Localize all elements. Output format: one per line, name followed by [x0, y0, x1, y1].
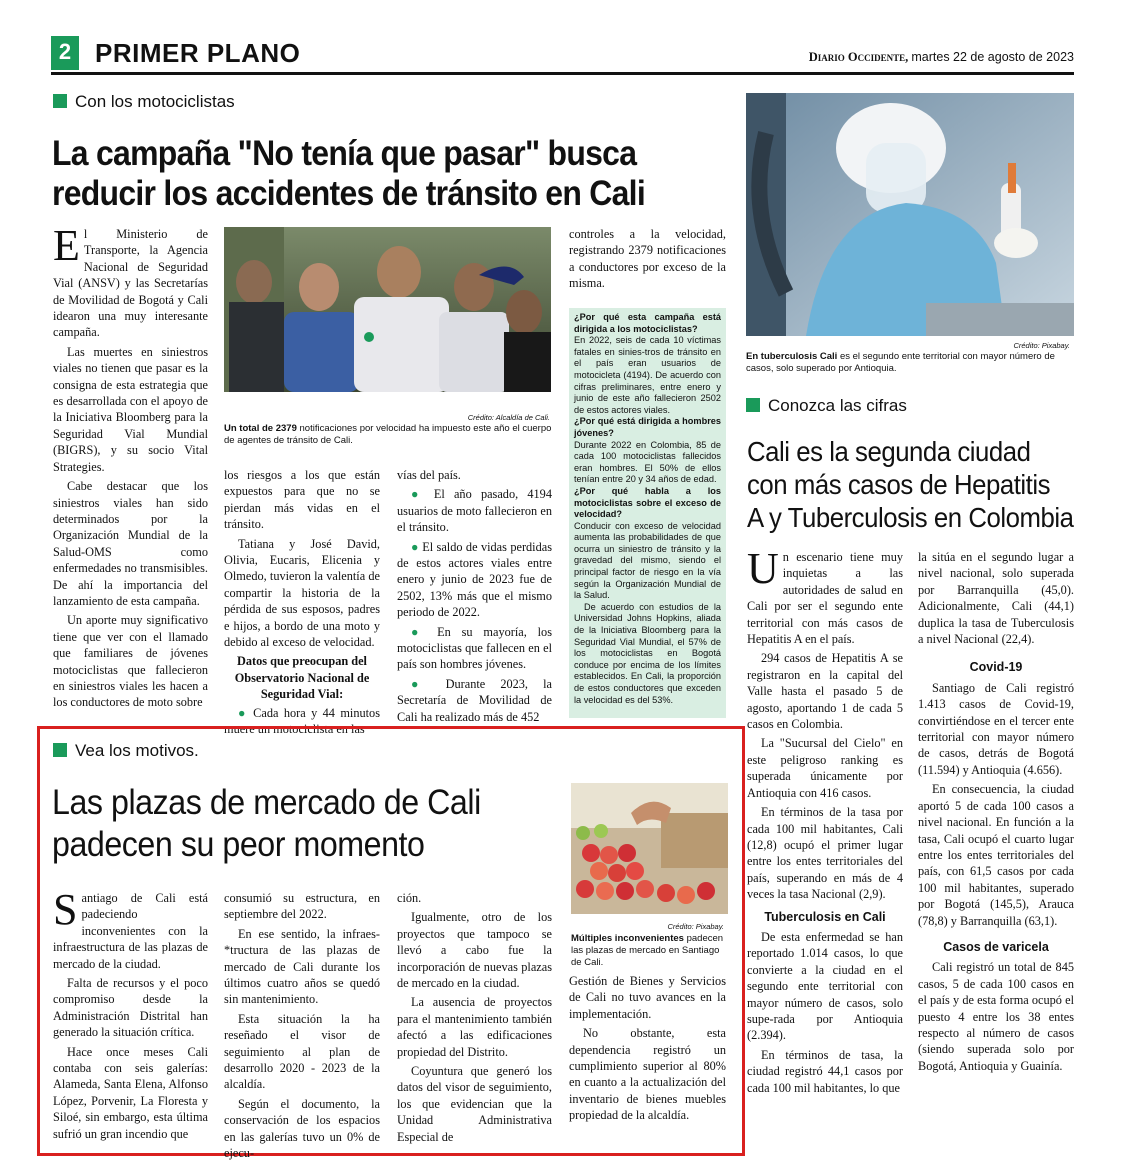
market-photo-caption: Múltiples inconvenientes padecen las plazas de mercado en Santiago de Cali.: [571, 933, 724, 968]
market-column-3: ción. Igualmente, otro de los proyectos que tampoco se llevó a cabo fue la incorporación de nuevas plazas de mercado en la ciudad. La ausencia de proyectos para el mantenimiento también afectó a las edificaciones propiedad del Distrito. Coyuntura que generó los datos del visor de seguimiento, los que evidencian que la Unidad Administrativa Especial de: [397, 891, 552, 1144]
tb-column-2: la sitúa en el segundo lugar a nivel nacional, solo superada por Barranquilla (45,0). Adicionalmente, Cali (44,1) duplica la tasa de Tuberculosis a nivel Nacional (22,4). Covid-19 Santiago de Cali registró 1.413 casos de Covid-19, convirtiéndose en el tercer ente territorial con mayor número de casos, detrás de Bogotá (11.594) y Antioquia (4.656). En consecuencia, la ciudad aportó 5 de cada 100 casos a nivel nacional. En función a la tasa, Cali ocupó el cuarto lugar entre los entes territoriales del país, con 61,5 casos por cada 100 mil habitantes, superado por Bogotá (145,5), Arauca (78,8) y Barranquilla (63,1). Casos de varicela Cali registró un total de 845 casos, 5 de cada 100 casos en el país y de esta forma ocupó el puesto 4 entre los 38 entes respecto al número de casos (siendo superada solo por Bogotá, Antioquia y Guainía.: [918, 550, 1074, 1073]
article1-photo-caption: Un total de 2379 notificaciones por velocidad ha impuesto este año el cuerpo de agentes de tránsito de Cali.: [224, 423, 552, 446]
tb-photo-caption: En tuberculosis Cali es el segundo ente territorial con mayor número de casos, solo superado por Antioquia.: [746, 351, 1055, 374]
drop-cap: U: [747, 544, 779, 593]
article1-headline: La campaña "No tenía que pasar" busca reducir los accidentes de tránsito en Cali: [52, 133, 646, 213]
page-number: 2: [51, 36, 79, 70]
article1-photo-credit: Crédito: Alcaldía de Cali.: [467, 413, 550, 422]
article1-column-2: los riesgos a los que están expuestos para que no se pierdan más vidas en el tránsito. Tatiana y José David, Olivia, Eucaris, Elicenia y Olmedo, tuvieron la valentía de compartir la historia de la pérdida de sus esposos, padres e hijos, a bordo de una moto y debido al exceso de velocidad. Datos que preocupan del Observatorio Nacional de Seguridad Vial: ● Cada hora y 44 minutos muere un motociclista en las: [224, 468, 380, 737]
kicker-square-icon: [746, 398, 760, 412]
faq-answer: De acuerdo con estudios de la Universidad Johns Hopkins, aliada de la Iniciativa Bloomberg para la Seguridad Vial Mundial, el 57% de los motociclistas en Bogotá conduce por encima de los límites establecidos. En Cali, la proporción de estos conductores que exceden la velocidad es del 53%.: [574, 601, 721, 705]
market-headline: Las plazas de mercado de Cali padecen su peor momento: [52, 783, 481, 864]
police-photo: [224, 227, 551, 392]
observatorio-subhead: Datos que preocupan del Observatorio Nacional de Seguridad Vial:: [234, 654, 370, 702]
page-header: [51, 36, 1074, 76]
faq-answer: Durante 2022 en Colombia, 85 de cada 100 motociclistas fallecidos eran hombres. El 50% de ellos tenían entre 20 y 34 años de edad.: [574, 439, 721, 485]
drop-cap: E: [53, 221, 80, 270]
article1-kicker: Con los motociclistas: [53, 92, 235, 112]
issue-date: martes 22 de agosto de 2023: [911, 50, 1074, 64]
market-kicker: Vea los motivos.: [53, 741, 199, 761]
masthead-date-line: [809, 50, 1074, 65]
tb-photo-credit: Crédito: Pixabay.: [1013, 341, 1070, 350]
market-column-4: Gestión de Bienes y Servicios de Cali no tuvo avances en la implementación. No obstante, esta dependencia registró un cumplimiento superior al 80% en cuanto a la actualización del inventario de bienes muebles propiedad de la alcaldía.: [569, 974, 726, 1123]
faq-question: ¿Por qué habla a los motociclistas sobre el exceso de velocidad?: [574, 485, 721, 520]
tuberculosis-subhead: Tuberculosis en Cali: [764, 909, 886, 924]
lab-photo: [746, 93, 1074, 336]
faq-sidebar: [569, 308, 726, 718]
varicela-subhead: Casos de varicela: [943, 939, 1049, 954]
market-photo: [571, 783, 728, 914]
tb-headline: Cali es la segunda ciudad con más casos de Hepatitis A y Tuberculosis en Colombia: [747, 436, 1074, 533]
paper-name: Diario Occidente,: [808, 50, 909, 64]
covid-subhead: Covid-19: [969, 660, 1023, 675]
faq-question: ¿Por qué esta campaña está dirigida a los motociclistas?: [574, 312, 721, 334]
article1-column-3: vías del país. ● El año pasado, 4194 usuarios de moto fallecieron en el tránsito. ● El saldo de vidas perdidas de estos actores viales entre enero y junio de 2023 fue de 2502, 13% más que el mismo periodo de 2022. ● En su mayoría, los motociclistas que fallecen en el país son hombres jóvenes. ● Durante 2023, la Secretaría de Movilidad de Cali ha realizado más de 452: [397, 468, 552, 724]
market-column-1: Santiago de Cali está padeciendo inconvenientes con la infraestructura de las plazas de mercado de la ciudad. Falta de recursos y el poco compromiso desde la Administración Distrital han generado la situación crítica. Hace once meses Cali contaba con seis galerías: Alameda, Santa Elena, Alfonso López, Porvenir, La Floresta y Siloé, sin embargo, esta última sufrió un gran incendio que: [53, 885, 208, 1141]
article1-column-1: El Ministerio de Transporte, la Agencia Nacional de Seguridad Vial (ANSV) y las Secretarías de Movilidad de Bogotá y Cali idearon una muy interesante campaña. Las muertes en siniestros viales no tienen que pasar es la consigna de esta estrategia que es desarrollada con el apoyo de la Iniciativa Bloomberg para la Seguridad Vial Mundial (BIGRS), y su socio Vital Strategies. Cabe destacar que los siniestros viales han sido determinados por la Organización Mundial de la Salud-OMS como enfermedades no transmisibles. De ahí la importancia del lanzamiento de esta campaña. Un aporte muy significativo tiene que ver con el llamado que familiares de jóvenes motociclistas que fallecieron en siniestros viales les hacen a los conductores de moto sobre: [53, 221, 208, 710]
market-photo-credit: Crédito: Pixabay.: [667, 922, 724, 931]
article1-column-4: controles a la velocidad, registrando 2379 notificaciones a conductores por exceso de la misma.: [569, 227, 726, 291]
header-rule: [51, 72, 1074, 75]
kicker-square-icon: [53, 94, 67, 108]
tb-kicker: Conozca las cifras: [746, 396, 907, 416]
faq-answer: En 2022, seis de cada 10 víctimas fatales en sinies-tros de tránsito en el país eran usuarios de motocicleta (4194). De acuerdo con cifras preliminares, entre enero y junio de este año fallecieron 2502 de estos actores viales.: [574, 335, 721, 415]
section-title: PRIMER PLANO: [95, 38, 301, 68]
market-column-2: consumió su estructura, en septiembre del 2022. En ese sentido, la infraes-*tructura de las plazas de mercado de Cali durante los últimos cuatro años se quedó sin mantenimiento. Esta situación la ha reseñado el visor de seguimiento al plan de desarrollo 2020 - 2023 de la alcaldía. Según el documento, la conservación de los espacios en las galerías tuvo un 0% de ejecu-: [224, 891, 380, 1161]
tb-column-1: Un escenario tiene muy inquietas a las autoridades de salud en Cali por ser el segundo ente territorial con más casos de Hepatitis A en el país. 294 casos de Hepatitis A se registraron en la capital del Valle hasta el pasado 5 de agosto, aportando 1 de cada 5 casos en Colombia. La "Sucursal del Cielo" en este peligroso ranking es superada únicamente por Antioquia con 416 casos. En términos de la tasa por cada 100 mil habitantes, Cali (12,8) ocupó el primer lugar entre los entes territoriales del país, superando en más de 4 veces la tasa Nacional (2,9). Tuberculosis en Cali De esta enfermedad se han reportado 1.014 casos, lo que convierte a la ciudad en el segundo ente territorial con mayor número de casos, solo supe-rada por Antioquia (2.394). En términos de tasa, la ciudad registró 44,1 casos por cada 100 mil habitantes, lo que: [747, 544, 903, 1095]
faq-question: ¿Por qué está dirigida a hombres jóvenes?: [574, 416, 721, 438]
faq-answer: Conducir con exceso de velocidad aumenta las probabilidades de que ocurra un siniestro de tránsito y la gravedad del mismo, siendo el principal factor de riesgo en la vía según la Organización Mundial de la Salud.: [574, 520, 721, 601]
drop-cap: S: [53, 885, 78, 934]
kicker-square-icon: [53, 743, 67, 757]
